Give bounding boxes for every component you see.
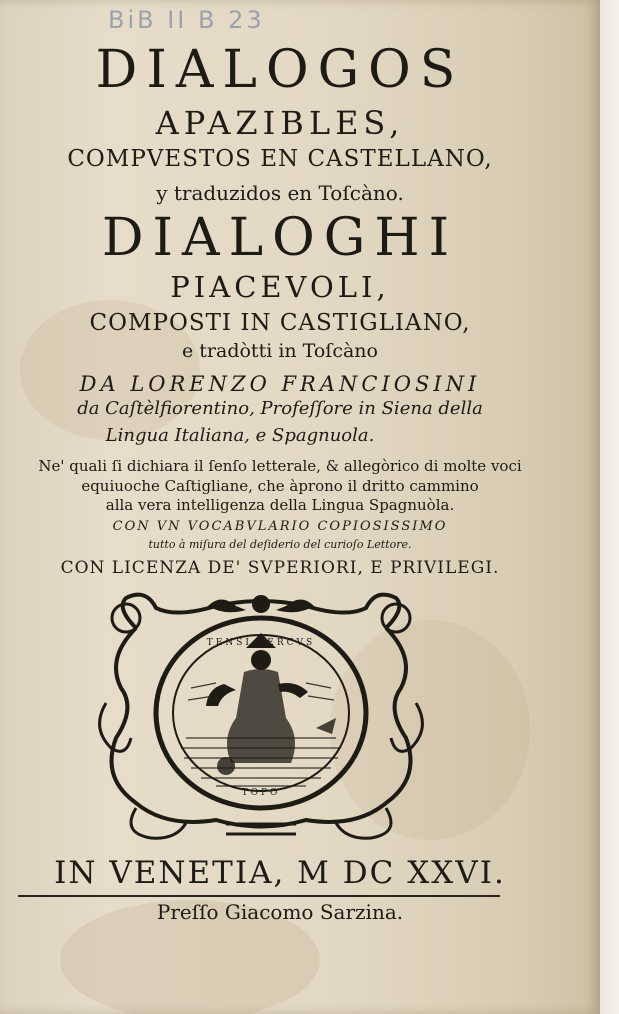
- imprint-rule: [18, 895, 500, 897]
- vocabulary-heading: CON VN VOCABVLARIO COPIOSISSIMO: [112, 519, 448, 534]
- imprint-printer: Preſſo Giacomo Sarzina.: [156, 900, 404, 924]
- translated-spanish: y traduzidos en Toſcàno.: [156, 181, 404, 205]
- device-motto-bottom: TOPO: [241, 788, 281, 798]
- imprint-place-date: IN VENETIA, M DC XXVI.: [54, 855, 506, 891]
- description-line-3: alla vera intelligenza della Lingua Spagnuòla.: [105, 496, 455, 514]
- title-spanish: DIALOGOS: [95, 40, 465, 100]
- subtitle-spanish: APAZIBLES,: [155, 104, 405, 142]
- printer-device-woodcut: [96, 588, 426, 843]
- license-line: CON LICENZA DE' SVPERIORI, E PRIVILEGI.: [60, 558, 500, 578]
- author-origin: da Caſtèlfiorentino, Profeſſore in Siena della: [77, 398, 483, 419]
- description-line-2: equiuoche Caſtigliane, che àprono il dritto cammino: [81, 477, 479, 495]
- author-name: DA LORENZO FRANCIOSINI: [79, 372, 481, 396]
- composed-spanish: COMPVESTOS EN CASTELLANO,: [67, 146, 493, 172]
- vocabulary-subtitle: tutto à miſura del deſiderio del curioſo Lettore.: [148, 538, 412, 551]
- composed-italian: COMPOSTI IN CASTIGLIANO,: [89, 310, 471, 336]
- translated-italian: e tradòtti in Toſcàno: [182, 340, 378, 362]
- inventory-mark: BiB II B 23: [108, 6, 265, 34]
- description-line-1: Ne' quali ſi dichiara il ſenſo letterale, & allegòrico di molte voci: [38, 457, 522, 475]
- subtitle-italian: PIACEVOLI,: [170, 270, 390, 304]
- title-italian: DIALOGHI: [101, 208, 459, 268]
- author-subject: Lingua Italiana, e Spagnuola.: [105, 425, 375, 446]
- device-motto-top: TENSI VERCVS: [206, 638, 316, 648]
